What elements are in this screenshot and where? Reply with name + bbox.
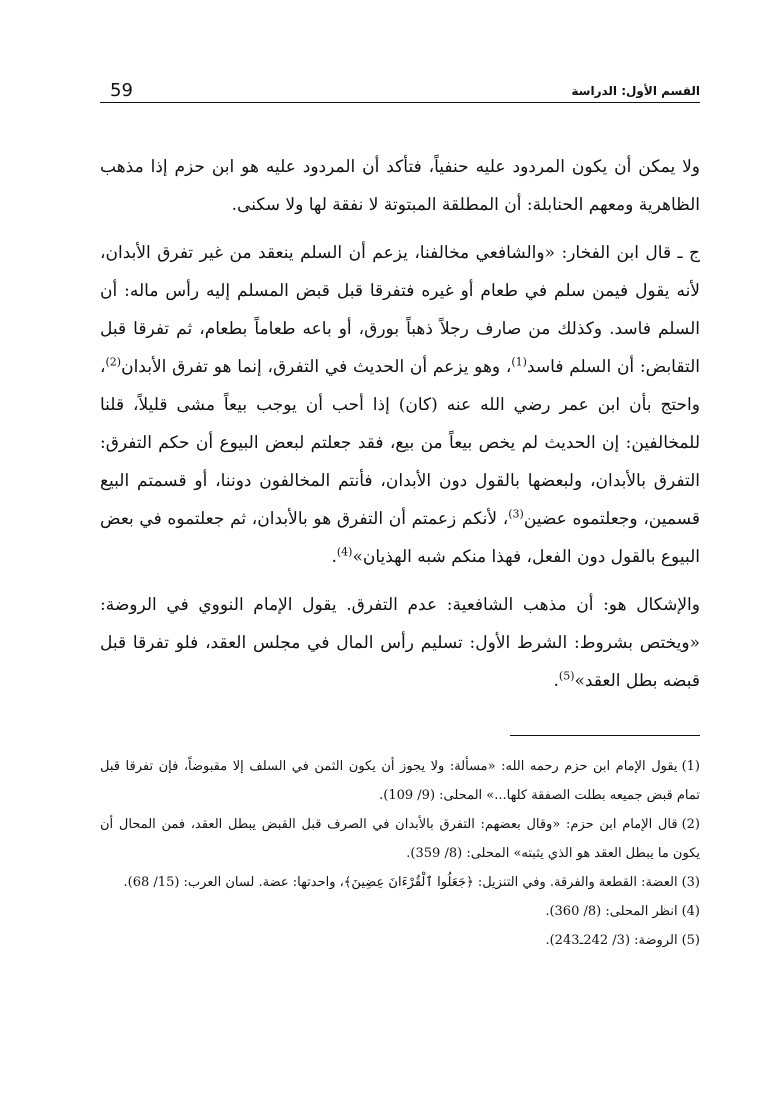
- footnote-ref-5[interactable]: (5): [558, 669, 575, 683]
- running-title: القسم الأول: الدراسة: [571, 84, 700, 98]
- footnote-number: (3): [681, 875, 700, 890]
- paragraph-text: ، واحتج بأن ابن عمر رضي الله عنه (كان) إذا أحب أن يوجب بيعاً مشى قليلاً، قلنا للمخالفين: إن الحديث لم يخص بيعاً من بيع، فقد جعلتم لبعض البيوع أن حكم التفرق: التفرق بالأبدان، ولبعضها بالقول دون الأبدان، فأنتم المخالفون دوننا، أو قسمتم البيع قسمين، وجعلتموه عضين: [100, 357, 700, 529]
- paragraph-1: [100, 148, 700, 224]
- paragraph-text: ج ـ قال ابن الفخار: «والشافعي مخالفنا، يزعم أن السلم ينعقد من غير تفرق الأبدان، لأنه يقول فيمن سلم في طعام أو غيره فتفرقا قبل قبض المسلم إليه رأس ماله: أن السلم فاسد. وكذلك من صارف رجلاً ذهباً بورق، أو باعه طعاماً بطعام، ثم تفرقا قبل التقابض: أن السلم فاسد: [100, 243, 700, 377]
- footnote-number: (1): [681, 759, 700, 774]
- paragraph-text: ولا يمكن أن يكون المردود عليه حنفياً، فتأكد أن المردود عليه هو ابن حزم إذا مذهب الظاهرية ومعهم الحنابلة: أن المطلقة المبتوتة لا نفقة لها ولا سكنى.: [100, 157, 700, 215]
- paragraph-2: [100, 234, 700, 576]
- footnote-text: العضة: القطعة والفرقة. وفي التنزيل: ﴿جَعَلُوا ٱلْقُرْءَانَ عِضِينَ﴾، واحدتها: عضة. لسان العرب: (15/ 68).: [123, 875, 678, 890]
- footnote-text: قال الإمام ابن حزم: «وقال بعضهم: التفرق بالأبدان في الصرف قبل القبض يبطل العقد، فمن المحال أن يكون ما يبطل العقد هو الذي يثبته» المحلى: (8/ 359).: [100, 817, 700, 861]
- footnote-3: [100, 868, 700, 897]
- paragraph-text: .: [331, 547, 337, 567]
- footnote-ref-3[interactable]: (3): [508, 507, 524, 521]
- footnote-number: (4): [681, 904, 700, 919]
- footnote-number: (5): [681, 933, 700, 948]
- footnote-2: [100, 810, 700, 868]
- paragraph-text: ، وهو يزعم أن الحديث في التفرق، إنما هو تفرق الأبدان: [121, 357, 512, 377]
- paragraph-text: ، لأنكم زعمتم أن التفرق هو بالأبدان، ثم جعلتموه في بعض البيوع بالقول دون الفعل، فهذا منكم شبه الهذيان»: [100, 509, 700, 567]
- footnote-4: [100, 897, 700, 926]
- footnote-5: [100, 926, 700, 955]
- footnotes: [100, 752, 700, 955]
- footnote-ref-1[interactable]: (1): [511, 355, 527, 369]
- paragraph-text: .: [553, 671, 559, 691]
- main-text: [100, 148, 700, 710]
- paragraph-3: [100, 586, 700, 700]
- footnote-number: (2): [681, 817, 700, 832]
- footnote-ref-4[interactable]: (4): [336, 545, 353, 559]
- page-number: 59: [110, 80, 133, 101]
- footnote-ref-2[interactable]: (2): [105, 355, 122, 369]
- paragraph-text: والإشكال هو: أن مذهب الشافعية: عدم التفرق. يقول الإمام النووي في الروضة: «ويختص بشروط: الشرط الأول: تسليم رأس المال في مجلس العقد، فلو تفرقا قبل قبضه بطل العقد»: [100, 595, 700, 691]
- header-rule: [100, 102, 700, 103]
- footnote-1: [100, 752, 700, 810]
- footnote-text: الروضة: (3/ 242ـ243).: [545, 933, 678, 948]
- footnote-separator: [510, 735, 700, 736]
- footnote-text: انظر المحلى: (8/ 360).: [545, 904, 678, 919]
- page-header: [100, 80, 700, 104]
- footnote-text: يقول الإمام ابن حزم رحمه الله: «مسألة: ولا يجوز أن يكون الثمن في السلف إلا مقبوضاً، فإن تفرقا قبل تمام قبض جميعه بطلت الصفقة كلها...» المحلى: (9/ 109).: [100, 759, 700, 803]
